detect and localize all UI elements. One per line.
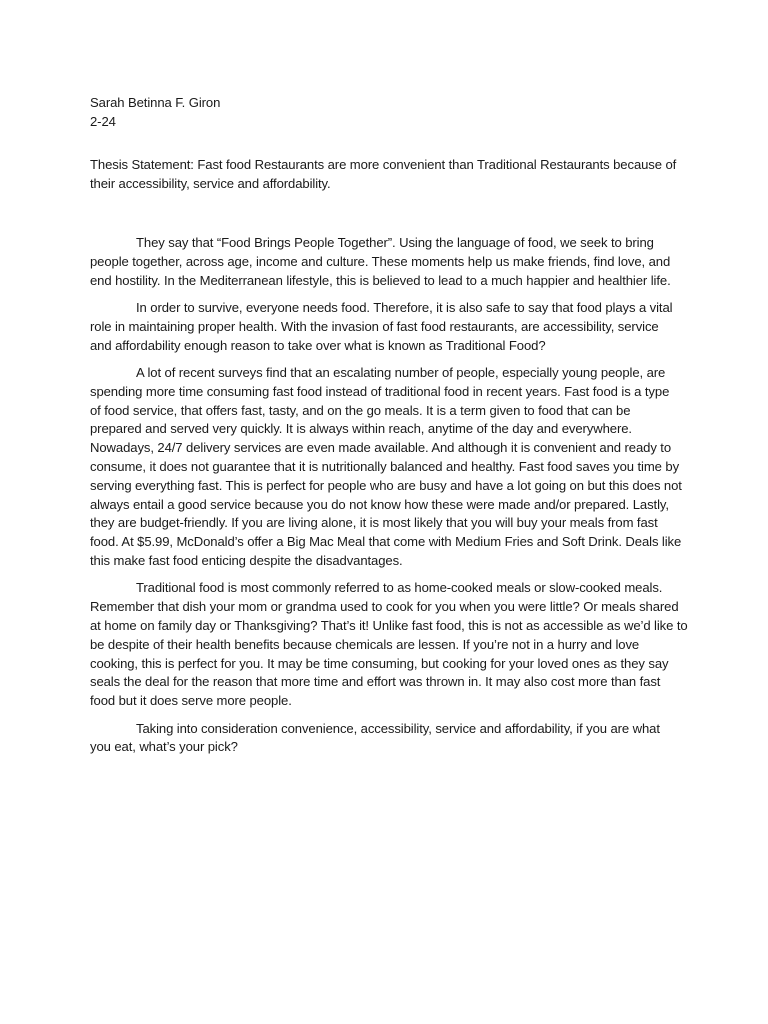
thesis-line: their accessibility, service and affordability.: [90, 175, 331, 191]
thesis-statement: [90, 156, 690, 194]
paragraph-4: [90, 579, 690, 711]
paragraph-line: Remember that dish your mom or grandma used to cook for you when you were little? Or meals shared: [90, 599, 679, 615]
paragraph-2: [90, 299, 690, 355]
essay-body: [90, 234, 690, 766]
paragraph-line: spending more time consuming fast food instead of traditional food in recent years. Fast food is a type: [90, 383, 670, 399]
paragraph-line: always entail a good service because you do not know how these were made and/or prepared. Lastly,: [90, 496, 669, 512]
author-name: Sarah Betinna F. Giron: [90, 95, 221, 110]
document-date: 2-24: [90, 113, 116, 129]
paragraph-line: Taking into consideration convenience, accessibility, service and affordability, if you are what: [136, 720, 660, 736]
paragraph-line: serving everything fast. This is perfect for people who are busy and have a lot going on but this does not: [90, 477, 682, 493]
paragraph-line: In order to survive, everyone needs food. Therefore, it is also safe to say that food plays a vital: [136, 299, 673, 315]
thesis-line: Thesis Statement: Fast food Restaurants are more convenient than Traditional Restaurants because of: [90, 157, 677, 172]
paragraph-line: at home on family day or Thanksgiving? That’s it! Unlike fast food, this is not as accessible as we’d like to: [90, 617, 688, 633]
paragraph-line: A lot of recent surveys find that an escalating number of people, especially young people, are: [136, 364, 666, 380]
paragraph-line: end hostility. In the Mediterranean lifestyle, this is believed to lead to a much happier and healthier life.: [90, 272, 671, 288]
paragraph-line: consume, it does not guarantee that it is nutritionally balanced and healthy. Fast food saves you time by: [90, 458, 680, 474]
paragraph-line: you eat, what’s your pick?: [90, 739, 238, 755]
paragraph-line: be despite of their health benefits because chemicals are lessen. If you’re not in a hurry and love: [90, 636, 640, 652]
paragraph-line: of food service, that offers fast, tasty, and on the go meals. It is a term given to food that can be: [90, 402, 631, 418]
paragraph-line: food but it does serve more people.: [90, 693, 292, 709]
paragraph-line: role in maintaining proper health. With the invasion of fast food restaurants, are accessibility, service: [90, 318, 659, 334]
paragraph-line: and affordability enough reason to take over what is known as Traditional Food?: [90, 337, 546, 353]
paragraph-1: [90, 234, 690, 290]
paragraph-line: cooking, this is perfect for you. It may be time consuming, but cooking for your loved ones as they say: [90, 655, 669, 671]
paragraph-line: Traditional food is most commonly referred to as home-cooked meals or slow-cooked meals.: [136, 580, 663, 596]
document-header: [90, 94, 690, 132]
paragraph-3: [90, 364, 690, 571]
paragraph-line: food. At $5.99, McDonald’s offer a Big Mac Meal that come with Medium Fries and Soft Drink. Deals like: [90, 534, 682, 550]
paragraph-line: people together, across age, income and culture. These moments help us make friends, find love, and: [90, 253, 671, 269]
paragraph-line: this make fast food enticing despite the disadvantages.: [90, 552, 403, 568]
paragraph-5: [90, 720, 690, 758]
paragraph-line: prepared and served very quickly. It is always within reach, anytime of the day and everywhere.: [90, 421, 632, 437]
paragraph-line: They say that “Food Brings People Together”. Using the language of food, we seek to bring: [136, 235, 654, 250]
paragraph-line: Nowadays, 24/7 delivery services are even made available. And although it is convenient and ready to: [90, 440, 672, 456]
paragraph-line: seals the deal for the reason that more time and effort was thrown in. It may also cost more than fast: [90, 674, 661, 690]
paragraph-line: they are budget-friendly. If you are living alone, it is most likely that you will buy your meals from fast: [90, 515, 658, 531]
